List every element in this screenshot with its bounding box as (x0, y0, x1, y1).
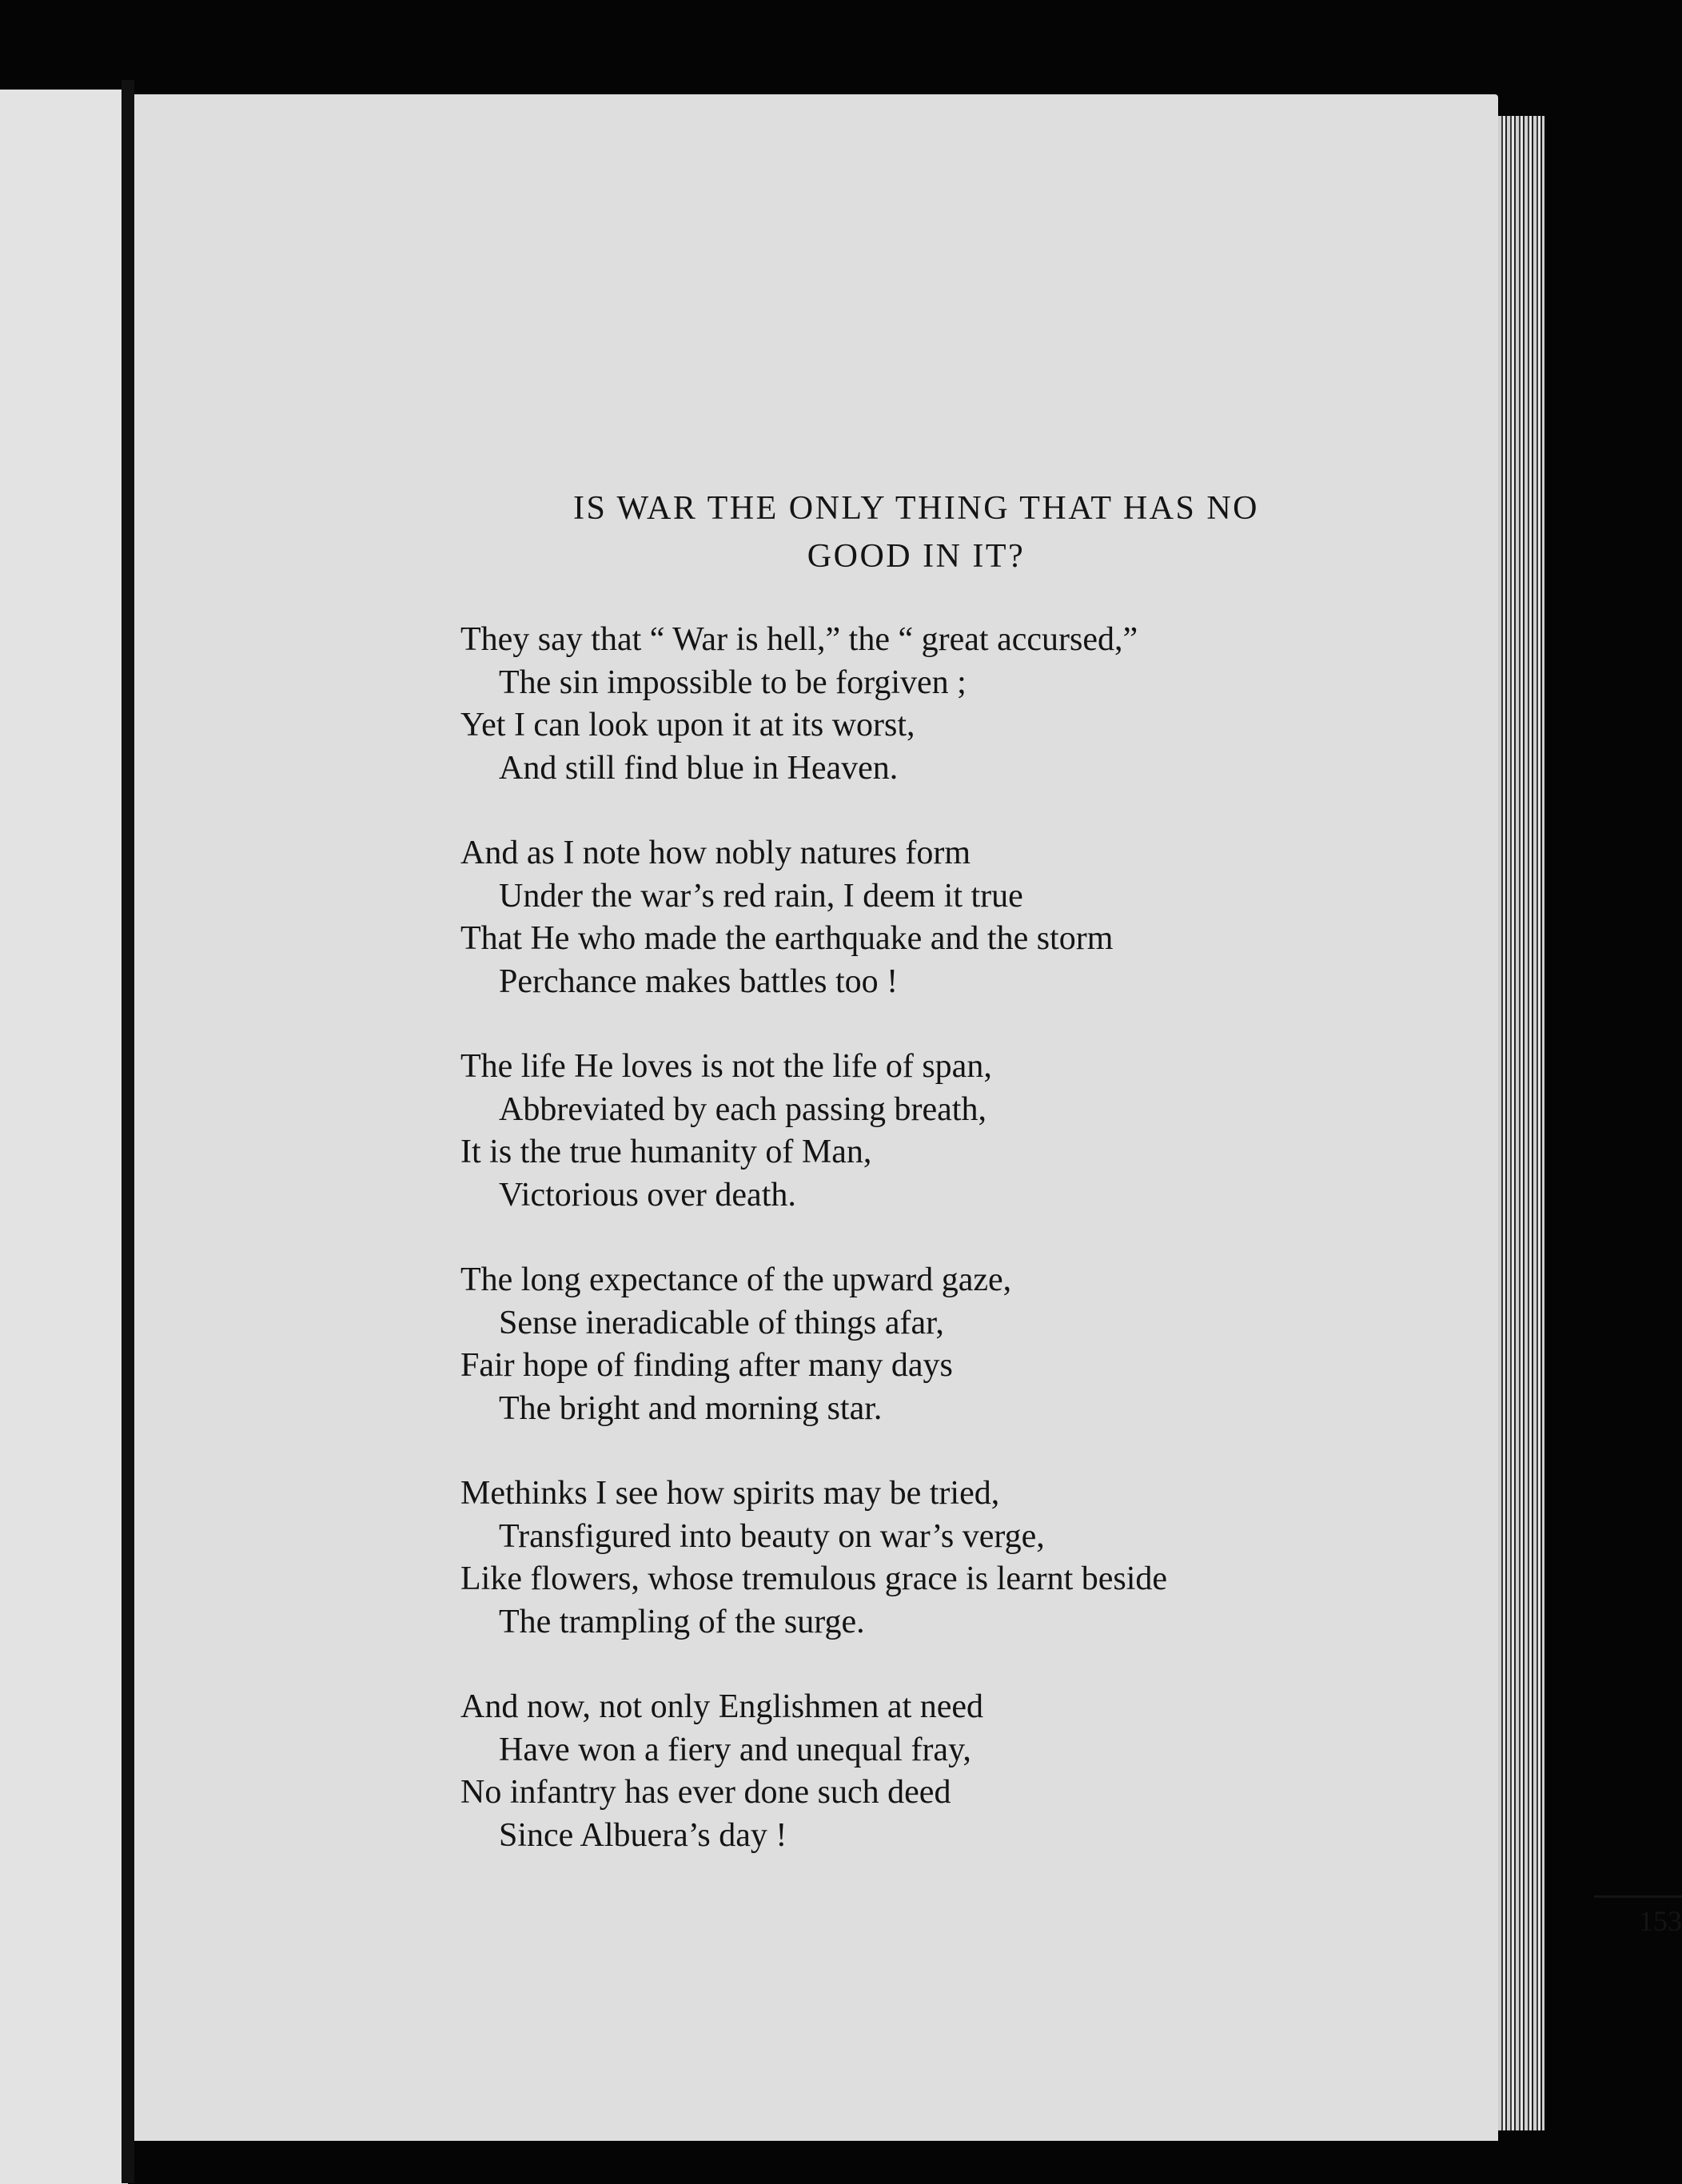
poem-title-line: IS WAR THE ONLY THING THAT HAS NO (572, 490, 1260, 527)
page-number-rule (1594, 1895, 1682, 1898)
poem-title (460, 484, 1372, 580)
poem-line: No infantry has ever done such deed (460, 1774, 951, 1811)
stanza (460, 619, 1404, 790)
left-page-edge (0, 90, 128, 2184)
poem-line: The long expectance of the upward gaze, (460, 1261, 1012, 1298)
poem-line: Yet I can look upon it at its worst, (460, 707, 915, 743)
poem-line: Perchance makes battles too ! (499, 962, 899, 1000)
poem-line: Fair hope of finding after many days (460, 1347, 953, 1384)
poem-line: And as I note how nobly natures form (460, 835, 971, 871)
poem-line: The trampling of the surge. (499, 1603, 865, 1640)
poem-line: The life He loves is not the life of span, (460, 1048, 992, 1085)
stanza (460, 832, 1404, 1003)
poem-line: Sense ineradicable of things afar, (499, 1304, 944, 1341)
poem-body (460, 619, 1404, 1899)
poem-line: Have won a fiery and unequal fray, (499, 1731, 971, 1768)
book-page (134, 94, 1682, 2141)
poem-line: Victorious over death. (499, 1176, 796, 1214)
poem-line: It is the true humanity of Man, (460, 1134, 872, 1170)
poem-line: Like flowers, whose tremulous grace is learnt beside (460, 1560, 1168, 1597)
poem-line: The sin impossible to be forgiven ; (499, 664, 967, 701)
poem-line: Methinks I see how spirits may be tried, (460, 1475, 1000, 1512)
poem-line: And still find blue in Heaven. (499, 749, 899, 787)
poem-line: Abbreviated by each passing breath, (499, 1090, 986, 1128)
stanza (460, 1473, 1404, 1644)
stanza (460, 1686, 1404, 1857)
stanza (460, 1046, 1404, 1217)
page-number: 153 (1639, 1905, 1682, 1937)
poem-line: And now, not only Englishmen at need (460, 1688, 984, 1725)
poem-line: Since Albuera’s day ! (499, 1816, 787, 1854)
poem-line: The bright and morning star. (499, 1389, 883, 1427)
book-gutter (122, 80, 134, 2183)
poem-line: Transfigured into beauty on war’s verge, (499, 1517, 1045, 1555)
poem-line: That He who made the earthquake and the storm (460, 920, 1114, 957)
stanza (460, 1259, 1404, 1430)
page-edges (1498, 116, 1544, 2130)
poem-line: They say that “ War is hell,” the “ great accursed,” (460, 621, 1138, 658)
poem-line: Under the war’s red rain, I deem it true (499, 877, 1023, 915)
poem-title-line: GOOD IN IT? (807, 538, 1026, 575)
